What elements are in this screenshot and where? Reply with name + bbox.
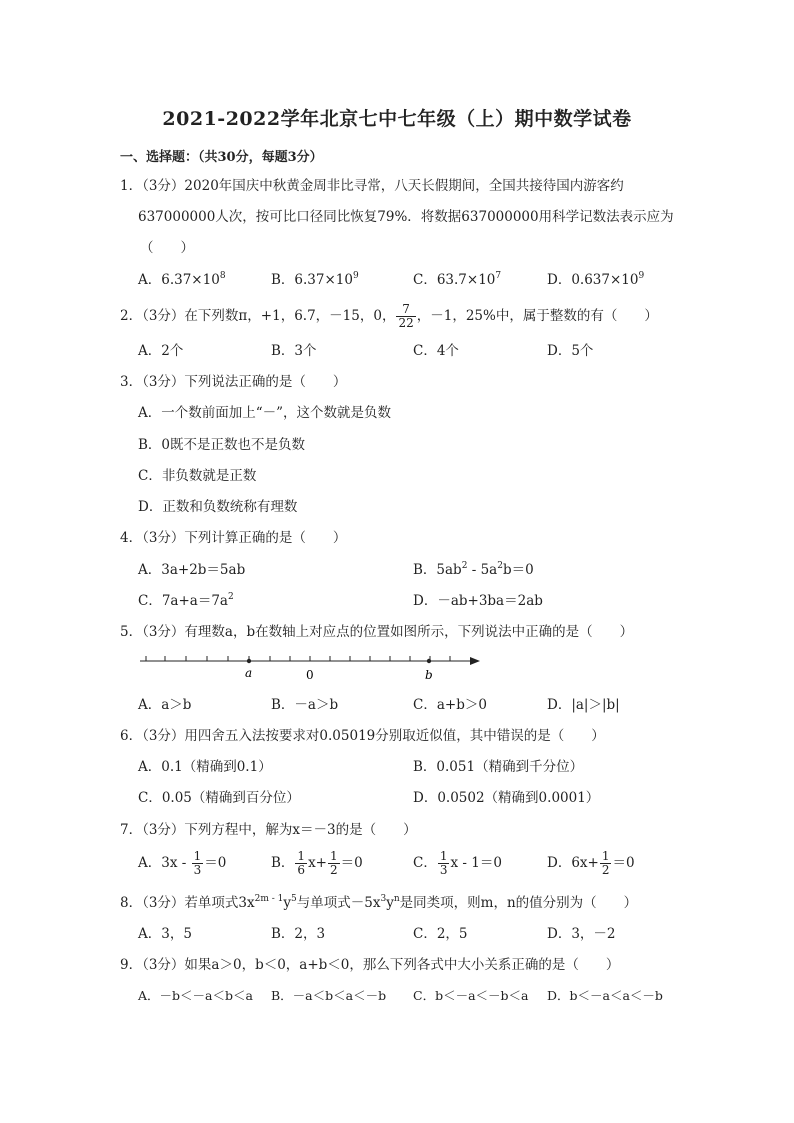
q6-stem: 6．（3分）用四舍五入法按要求对0.05019分别取近似值，其中错误的是（ ） [120, 728, 605, 744]
q4-option-c[interactable]: C．$7a+a=7a^2$ [138, 592, 234, 609]
q7-stem: 7．（3分）下列方程中，解为x＝－3的是（ ） [120, 822, 417, 838]
q9-stem: 9．（3分）如果a＞0，b＜0，a+b＜0，那么下列各式中大小关系正确的是（ ） [120, 957, 620, 973]
q2-option-c[interactable]: C．4个 [413, 343, 459, 359]
q8-option-a[interactable]: A．3，5 [138, 926, 192, 942]
q2-option-b[interactable]: B．3个 [271, 343, 317, 359]
point-b [427, 659, 431, 663]
label-zero: 0 [306, 668, 314, 682]
q5-option-b[interactable]: B．－a＞b [271, 697, 339, 713]
label-b: b [425, 668, 433, 682]
q2-stem: 2．（3分）在下列数π，+1，6.7，－15，0， $\frac{7}{22}$ ，－1，25%中，属于整数的有（ ） [120, 302, 658, 330]
q6-option-c[interactable]: C．0.05（精确到百分位） [138, 790, 300, 806]
number-line-arrow [470, 657, 480, 665]
q1-line2: 637000000人次，按可比口径同比恢复79%．将数据637000000用科学记数法表示应为 [138, 209, 674, 225]
q7-option-c[interactable]: C． $\frac{1}{3}$ x - 1＝0 [413, 849, 502, 877]
q6-option-d[interactable]: D．0.0502（精确到0.0001） [413, 790, 600, 806]
q5-stem: 5．（3分）有理数a，b在数轴上对应点的位置如图所示，下列说法中正确的是（ ） [120, 624, 634, 640]
q1-option-a[interactable]: A．$6.37\times 10^8$ [138, 271, 226, 288]
q3-option-a[interactable]: A．一个数前面加上“－”，这个数就是负数 [138, 405, 392, 421]
q8-option-c[interactable]: C．2，5 [413, 926, 468, 942]
q9-option-c[interactable]: C．b＜－a＜－b＜a [413, 988, 529, 1003]
q4-option-b[interactable]: B．$5ab^2 - 5a^2b=0$ [413, 561, 534, 578]
q2-fraction: $\frac{7}{22}$ [398, 302, 414, 330]
q2-option-d[interactable]: D．5个 [547, 343, 594, 359]
q7-option-a[interactable]: A．3x - $\frac{1}{3}$ ＝0 [138, 849, 227, 877]
q4-option-d[interactable]: D．－ab+3ba＝2ab [413, 593, 543, 609]
q9-option-b[interactable]: B．－a＜b＜a＜－b [271, 988, 387, 1003]
q5-option-a[interactable]: A．a＞b [138, 697, 192, 713]
q3-stem: 3．（3分）下列说法正确的是（ ） [120, 374, 347, 390]
exam-title: 2021-2022学年北京七中七年级（上）期中数学试卷 [162, 108, 632, 130]
q1-option-d[interactable]: D．$0.637\times 10^9$ [547, 271, 645, 288]
q3-option-c[interactable]: C．非负数就是正数 [138, 468, 257, 484]
q6-option-b[interactable]: B．0.051（精确到千分位） [413, 759, 584, 775]
q6-option-a[interactable]: A．0.1（精确到0.1） [138, 759, 272, 775]
q4-option-a[interactable]: A．3a+2b＝5ab [138, 562, 246, 578]
q8-stem: 8．（3分）若单项式$3x^{2m - 1}y^5$与单项式$-5x^3y^n$是同类项，则m，n的值分别为（ ） [120, 894, 638, 911]
label-a: a [245, 666, 253, 680]
number-line-figure [130, 648, 490, 684]
number-line-ticks [146, 656, 450, 661]
section-heading: 一、选择题：（共30分，每题3分） [120, 150, 323, 165]
q1-option-b[interactable]: B．$6.37\times 10^9$ [271, 271, 359, 288]
q8-option-b[interactable]: B．2，3 [271, 926, 326, 942]
q7-option-b[interactable]: B． $\frac{1}{6}$ x+ $\frac{1}{2}$ ＝0 [271, 849, 363, 877]
q1-line1: 1．（3分）2020年国庆中秋黄金周非比寻常，八天长假期间，全国共接待国内游客约 [120, 178, 624, 194]
q9-option-a[interactable]: A．－b＜－a＜b＜a [138, 988, 253, 1003]
q3-option-d[interactable]: D．正数和负数统称有理数 [138, 499, 298, 515]
q2-option-a[interactable]: A．2个 [138, 343, 184, 359]
q5-option-d[interactable]: D．|a|＞|b| [547, 697, 620, 713]
q1-line3: （ ） [140, 240, 194, 256]
q7-option-d[interactable]: D．6x+ $\frac{1}{2}$ ＝0 [547, 849, 635, 877]
point-a [247, 659, 251, 663]
q3-option-b[interactable]: B．0既不是正数也不是负数 [138, 437, 306, 453]
q4-stem: 4．（3分）下列计算正确的是（ ） [120, 530, 347, 546]
q8-option-d[interactable]: D．3，－2 [547, 926, 616, 942]
q9-option-d[interactable]: D．b＜－a＜a＜－b [547, 988, 663, 1003]
q5-option-c[interactable]: C．a+b＞0 [413, 697, 487, 713]
q1-option-c[interactable]: C．$63.7\times 10^7$ [413, 271, 502, 288]
